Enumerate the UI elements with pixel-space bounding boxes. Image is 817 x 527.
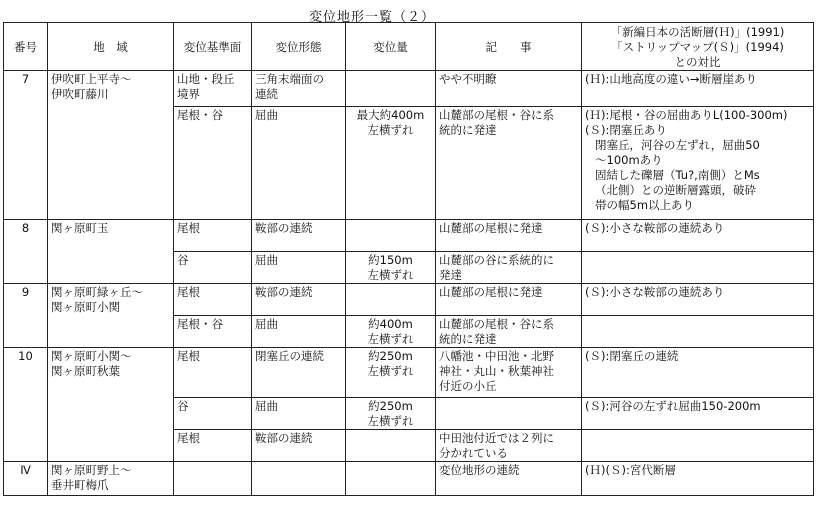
row-base: 谷: [174, 398, 252, 430]
row-number: Ⅳ: [4, 462, 48, 496]
row-form: 屈曲: [252, 107, 346, 220]
row-base: 尾根・谷: [174, 107, 252, 220]
row-form: [252, 462, 346, 496]
row-form: 屈曲: [252, 316, 346, 348]
header-reference: [582, 23, 814, 71]
row-reference: (Ｓ):小さな鞍部の連続あり: [582, 284, 814, 316]
reference-line: 閉塞丘，河谷の左ずれ，屈曲50 ～100mあり: [595, 138, 760, 167]
row-reference: [582, 252, 814, 284]
row-form: 鞍部の連続: [252, 220, 346, 252]
row-amount: [346, 71, 436, 107]
header-ref-line1: 「新編日本の活断層(Ｈ)」(1991): [610, 24, 785, 39]
row-area: 関ヶ原町小関～ 関ヶ原町秋葉: [48, 348, 174, 462]
header-no: 番号: [4, 23, 48, 71]
row-area: 伊吹町上平寺～ 伊吹町藤川: [48, 71, 174, 220]
header-area: 地 域: [48, 23, 174, 71]
table-title: 変位地形一覧（２）: [308, 10, 435, 25]
header-form: 変位形態: [252, 23, 346, 71]
row-amount: [346, 284, 436, 316]
header-ref-line2: 「ストリップマップ(Ｓ)」(1994): [611, 39, 784, 54]
table-row: [4, 71, 814, 107]
row-amount: 約150m 左横ずれ: [346, 252, 436, 284]
row-base: 尾根: [174, 220, 252, 252]
row-reference: [582, 316, 814, 348]
table-row: [4, 220, 814, 252]
row-notes: 山麓部の尾根に発達: [436, 220, 582, 252]
row-amount: [346, 462, 436, 496]
row-base: 谷: [174, 252, 252, 284]
table-row: [4, 284, 814, 316]
row-amount: [346, 430, 436, 462]
row-notes: 山麓部の尾根に発達: [436, 284, 582, 316]
row-form: 三角末端面の 連続: [252, 71, 346, 107]
row-number: 8: [4, 220, 48, 284]
row-notes: 山麓部の尾根・谷に系 統的に発達: [436, 107, 582, 220]
row-reference: (Ｈ):山地高度の違い→断層崖あり: [582, 71, 814, 107]
header-notes: 記 事: [436, 23, 582, 71]
row-notes: やや不明瞭: [436, 71, 582, 107]
row-base: 山地・段丘 境界: [174, 71, 252, 107]
row-notes: 八幡池・中田池・北野 神社・丸山・秋葉神社 付近の小丘: [436, 348, 582, 398]
reference-line: (Ｓ):閉塞丘あり: [585, 123, 667, 137]
header-row: [4, 23, 814, 71]
row-form: 屈曲: [252, 252, 346, 284]
displacement-landform-table: [3, 22, 814, 496]
row-reference: (Ｓ):閉塞丘の連続: [582, 348, 814, 398]
row-notes: 山麓部の谷に系統的に 発達: [436, 252, 582, 284]
row-area: 関ヶ原町緑ヶ丘～ 関ヶ原町小関: [48, 284, 174, 348]
row-notes: 山麓部の尾根・谷に系 統的に発達: [436, 316, 582, 348]
row-base: 尾根: [174, 348, 252, 398]
row-reference: [582, 107, 814, 220]
row-reference: [582, 430, 814, 462]
row-amount: 最大約400m 左横ずれ: [346, 107, 436, 220]
row-notes: 変位地形の連続: [436, 462, 582, 496]
header-amount: 変位量: [346, 23, 436, 71]
row-area: 関ヶ原町野上～ 垂井町梅爪: [48, 462, 174, 496]
row-amount: 約250m 左横ずれ: [346, 398, 436, 430]
row-area: 関ヶ原町玉: [48, 220, 174, 284]
row-notes: 中田池付近では２列に 分かれている: [436, 430, 582, 462]
row-reference: (Ｓ):河谷の左ずれ屈曲150-200m: [582, 398, 814, 430]
row-reference: (Ｓ):小さな鞍部の連続あり: [582, 220, 814, 252]
row-base: 尾根: [174, 430, 252, 462]
row-form: 閉塞丘の連続: [252, 348, 346, 398]
reference-line: (Ｈ):尾根・谷の屈曲ありL(100-300m): [585, 108, 788, 122]
row-number: 10: [4, 348, 48, 462]
row-reference: (Ｈ)(Ｓ):宮代断層: [582, 462, 814, 496]
header-ref-line3: との対比: [674, 54, 721, 69]
row-number: 7: [4, 71, 48, 220]
row-form: 鞍部の連続: [252, 284, 346, 316]
row-base: 尾根: [174, 284, 252, 316]
row-notes: [436, 398, 582, 430]
reference-line: 固結した礫層（Tu?,南側）とMs （北側）との逆断層露頭，破砕 帯の幅5m以上あり: [595, 168, 760, 212]
row-amount: 約400m 左横ずれ: [346, 316, 436, 348]
row-form: 屈曲: [252, 398, 346, 430]
table-row: [4, 348, 814, 398]
row-number: 9: [4, 284, 48, 348]
row-form: 鞍部の連続: [252, 430, 346, 462]
row-base: 尾根・谷: [174, 316, 252, 348]
table-row: [4, 462, 814, 496]
row-amount: 約250m 左横ずれ: [346, 348, 436, 398]
header-base: 変位基準面: [174, 23, 252, 71]
row-amount: [346, 220, 436, 252]
row-base: [174, 462, 252, 496]
